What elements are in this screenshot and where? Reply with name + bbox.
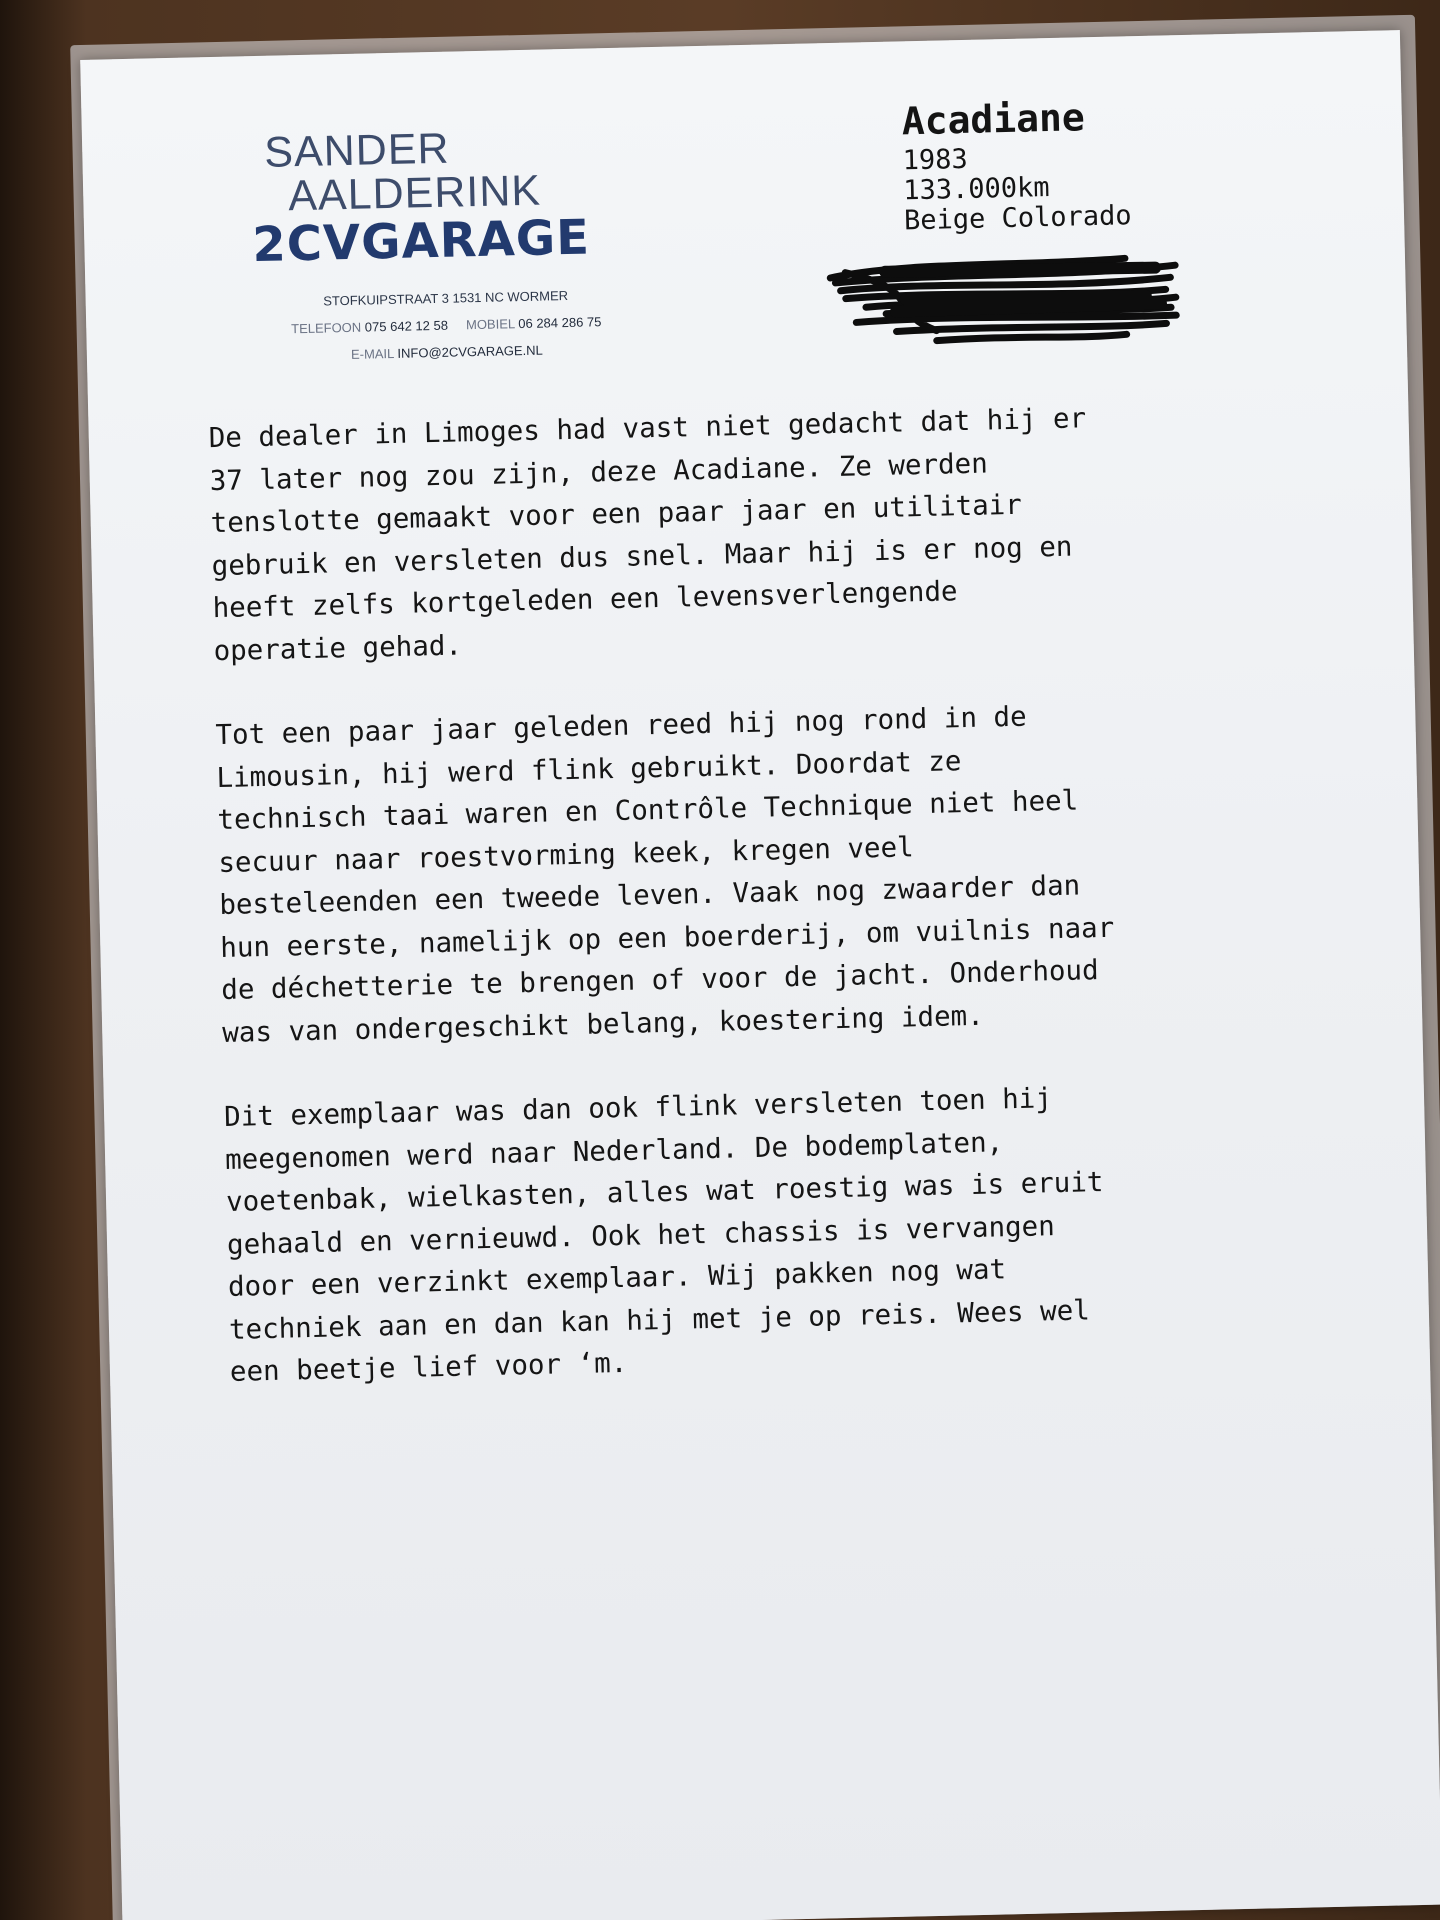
letterhead-brand-logo: 2CVGARAGE <box>251 209 591 274</box>
vehicle-model: Acadiane <box>901 95 1086 144</box>
letterhead-name-line1: SANDER <box>263 124 451 177</box>
vehicle-specs <box>901 91 1132 236</box>
paragraph-3: Dit exemplaar was dan ook flink versleten toen hij meegenomen werd naar Nederland. De bodemplaten, voetenbak, wielkasten, alles wat roestig was is eruit gehaald en vernieuwd. Ook het chassis is vervangen door een verzinkt exemplaar. Wij pakken nog wat techniek aan en dan kan hij met je op reis. Wees wel een beetje lief voor ‘m. <box>223 1082 1104 1388</box>
letter-body <box>208 393 1311 1436</box>
mobile-number: 06 284 286 75 <box>518 314 602 332</box>
paragraph-2: Tot een paar jaar geleden reed hij nog rond in de Limousin, hij werd flink gebruikt. Doordat ze technisch taai waren en Contrôle Technique niet heel secuur naar roestvorming keek, kregen veel besteleenden een tweede leven. Vaak nog zwaarder dan hun eerste, namelijk op een boerderij, om vuilnis naar de déchetterie te brengen of voor de jacht. Onderhoud was van ondergeschikt belang, koestering idem. <box>215 700 1115 1049</box>
paragraph-1: De dealer in Limoges had vast niet gedacht dat hij er 37 later nog zou zijn, deze Acadiane. Ze werden tenslotte gemaakt voor een paar jaar en utilitair gebruik en versleten dus snel. Maar hij is er nog en heeft zelfs kortgeleden een levensverlengende operatie gehad. <box>208 402 1087 667</box>
vehicle-mileage: 133.000km <box>902 172 1050 207</box>
email-address: INFO@2CVGARAGE.NL <box>397 342 543 361</box>
document-page <box>80 30 1440 1920</box>
vehicle-year: 1983 <box>902 143 969 177</box>
redaction-scribble <box>825 245 1187 363</box>
phone-label: TELEFOON <box>290 319 362 337</box>
letterhead-address: STOFKUIPSTRAAT 3 1531 NC WORMER <box>323 287 569 309</box>
vehicle-color: Beige Colorado <box>903 200 1132 237</box>
mobile-label: MOBIEL <box>465 316 515 333</box>
letterhead <box>242 122 667 370</box>
letterhead-name-line2: AALDERINK <box>287 166 542 221</box>
letterhead-contact <box>245 280 647 370</box>
phone-number: 075 642 12 58 <box>364 317 449 335</box>
email-label: E-MAIL <box>350 345 394 362</box>
